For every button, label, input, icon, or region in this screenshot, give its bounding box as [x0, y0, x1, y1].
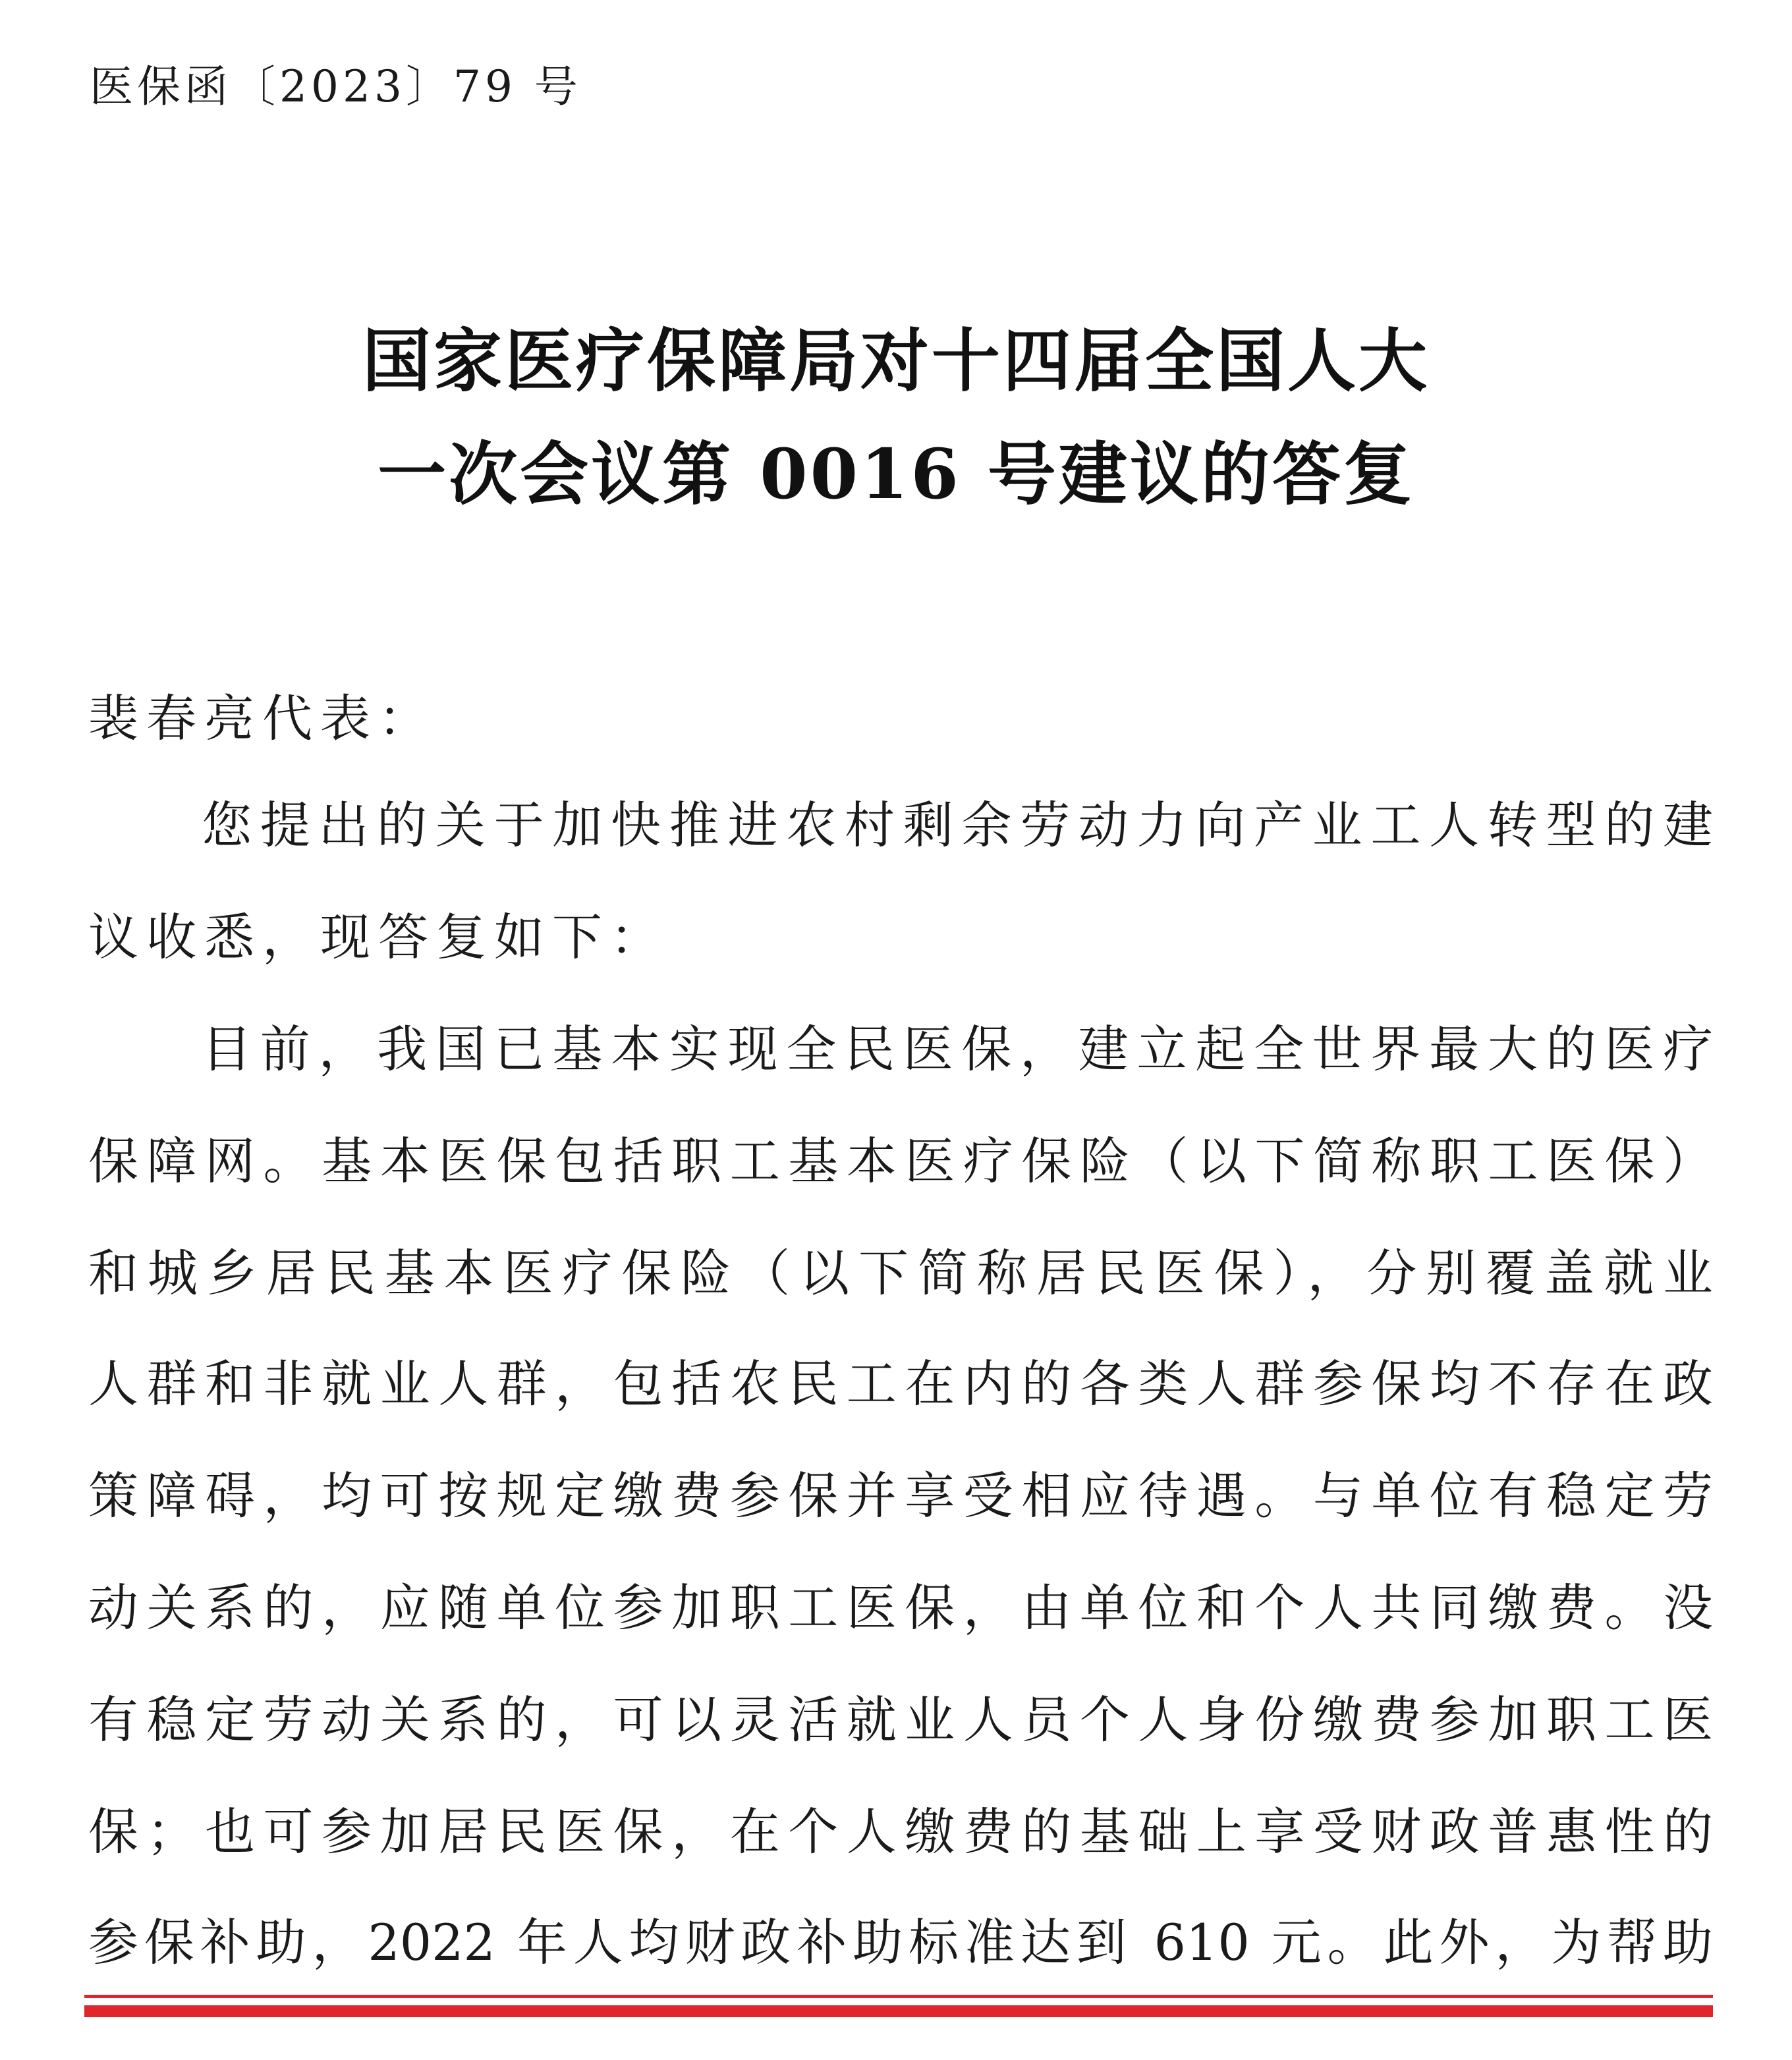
paragraph-line: 保；也可参加居民医保，在个人缴费的基础上享受财政普惠性的 — [88, 1802, 1713, 1861]
footer-rule-thick — [84, 2005, 1713, 2017]
paragraph-line: 动关系的，应随单位参加职工医保，由单位和个人共同缴费。没 — [88, 1578, 1713, 1637]
paragraph-line: 人群和非就业人群，包括农民工在内的各类人群参保均不存在政 — [88, 1354, 1713, 1413]
paragraph-line: 有稳定劳动关系的，可以灵活就业人员个人身份缴费参加职工医 — [88, 1690, 1713, 1749]
salutation: 裴春亮代表： — [88, 689, 436, 748]
document-number: 医保函〔2023〕79 号 — [90, 61, 582, 112]
paragraph-line: 您提出的关于加快推进农村剩余劳动力向产业工人转型的建 — [202, 796, 1713, 854]
paragraph-line: 目前，我国已基本实现全民医保，建立起全世界最大的医疗 — [202, 1020, 1713, 1078]
paragraph-line: 保障网。基本医保包括职工基本医疗保险（以下简称职工医保） — [88, 1132, 1713, 1190]
footer-rule-thin — [84, 1995, 1713, 1998]
paragraph-line: 和城乡居民基本医疗保险（以下简称居民医保），分别覆盖就业 — [88, 1244, 1713, 1302]
title-line-2: 一次会议第 0016 号建议的答复 — [378, 433, 1414, 515]
title-line-1: 国家医疗保障局对十四届全国人大 — [362, 320, 1430, 401]
paragraph-line: 议收悉，现答复如下： — [88, 908, 668, 966]
paragraph-line: 策障碍，均可按规定缴费参保并享受相应待遇。与单位有稳定劳 — [88, 1466, 1713, 1525]
paragraph-line: 参保补助，2022 年人均财政补助标准达到 610 元。此外，为帮助 — [88, 1913, 1713, 1972]
